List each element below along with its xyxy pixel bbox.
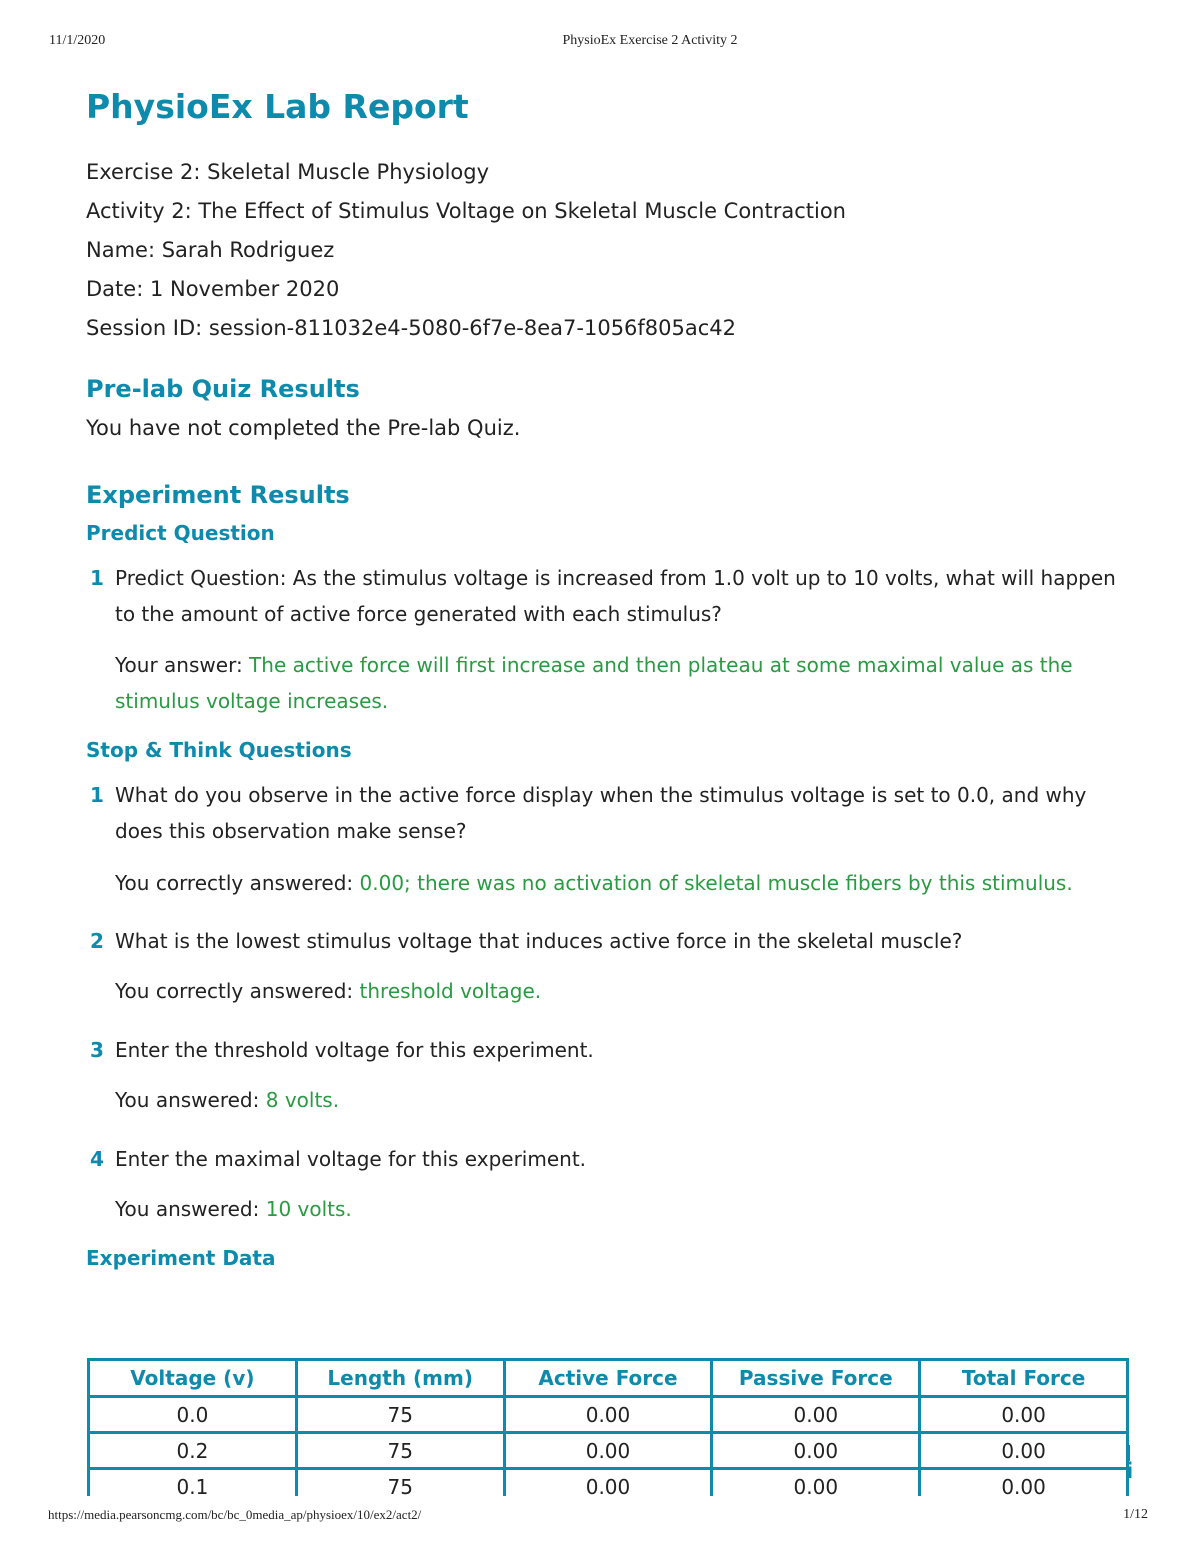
column-header: Voltage (v) (89, 1360, 297, 1397)
question-number: 4 (90, 1147, 104, 1171)
session-line: Session ID: session-811032e4-5080-6f7e-8ea7-1056f805ac42 (86, 316, 737, 340)
table-cell: 0.00 (920, 1433, 1128, 1469)
stop-think-answer (86, 1191, 1131, 1227)
question-text: Predict Question: As the stimulus voltage is increased from 1.0 volt up to 10 volts, what will happen to the amount of active force generated with each stimulus? (115, 566, 1116, 626)
table-cell: 0.00 (920, 1397, 1128, 1433)
table-cell: 0.00 (712, 1397, 920, 1433)
table-clip (0, 1356, 1200, 1496)
print-page-number: 1/12 (1123, 1507, 1148, 1522)
answer-value: The active force will first increase and then plateau at some maximal value as the stimulus voltage increases. (115, 653, 1073, 713)
table-cell: 75 (296, 1433, 504, 1469)
activity-line: Activity 2: The Effect of Stimulus Voltage on Skeletal Muscle Contraction (86, 199, 846, 223)
column-header: Length (mm) (296, 1360, 504, 1397)
question-text: Enter the maximal voltage for this experiment. (115, 1147, 587, 1171)
info-marker[interactable] (1125, 1445, 1139, 1495)
table-cell: 0.00 (712, 1433, 920, 1469)
stop-think-question (86, 923, 1131, 959)
predict-heading: Predict Question (86, 521, 275, 545)
name-line: Name: Sarah Rodriguez (86, 238, 335, 262)
table-cell: 75 (296, 1469, 504, 1497)
answer-value: threshold voltage. (359, 979, 542, 1003)
experiment-data-table (87, 1358, 1129, 1496)
stop-think-answer (86, 1082, 1131, 1118)
question-text: What do you observe in the active force display when the stimulus voltage is set to 0.0, and why does this observation make sense? (115, 783, 1087, 843)
column-header: Total Force (920, 1360, 1128, 1397)
column-header: Active Force (504, 1360, 712, 1397)
table-cell: 0.00 (504, 1433, 712, 1469)
table-header-row (89, 1360, 1128, 1397)
report-content (86, 82, 1131, 1273)
print-date: 11/1/2020 (49, 33, 106, 48)
prelab-text: You have not completed the Pre-lab Quiz. (86, 416, 521, 440)
answer-label: You correctly answered: (115, 979, 360, 1003)
question-text: Enter the threshold voltage for this experiment. (115, 1038, 594, 1062)
question-text: What is the lowest stimulus voltage that induces active force in the skeletal muscle? (115, 929, 963, 953)
date-line: Date: 1 November 2020 (86, 277, 340, 301)
stop-think-question (86, 1032, 1131, 1068)
experiment-data-heading: Experiment Data (86, 1246, 276, 1270)
predict-question (86, 560, 1131, 632)
answer-label: Your answer: (115, 653, 250, 677)
print-doc-title: PhysioEx Exercise 2 Activity 2 (562, 33, 738, 48)
question-number: 2 (90, 929, 104, 953)
column-header: Passive Force (712, 1360, 920, 1397)
stop-think-answer (86, 973, 1131, 1009)
question-number: 1 (90, 783, 104, 807)
table-row (89, 1397, 1128, 1433)
report-meta (86, 153, 1131, 348)
answer-value: 10 volts. (265, 1197, 352, 1221)
stop-think-answer (86, 865, 1131, 901)
experiment-heading: Experiment Results (86, 481, 350, 509)
stop-think-question (86, 1141, 1131, 1177)
print-url[interactable]: https://media.pearsoncmg.com/bc/bc_0media_ap/physioex/10/ex2/act2/ (48, 1507, 422, 1522)
table-row (89, 1433, 1128, 1469)
table-cell: 0.00 (712, 1469, 920, 1497)
stop-think-question (86, 777, 1131, 849)
page-title: PhysioEx Lab Report (86, 87, 469, 126)
answer-label: You answered: (115, 1197, 266, 1221)
question-number: 3 (90, 1038, 104, 1062)
table-cell: 0.2 (89, 1433, 297, 1469)
table-cell: 0.1 (89, 1469, 297, 1497)
exercise-line: Exercise 2: Skeletal Muscle Physiology (86, 160, 490, 184)
predict-answer (86, 647, 1131, 719)
answer-value: 0.00; there was no activation of skeletal muscle fibers by this stimulus. (359, 871, 1073, 895)
table-row (89, 1469, 1128, 1497)
prelab-heading: Pre-lab Quiz Results (86, 375, 360, 403)
table-cell: 0.0 (89, 1397, 297, 1433)
answer-value: 8 volts. (265, 1088, 340, 1112)
info-glyph: i (1126, 1459, 1134, 1483)
answer-label: You correctly answered: (115, 871, 360, 895)
table-cell: 0.00 (504, 1397, 712, 1433)
stop-think-heading: Stop & Think Questions (86, 738, 352, 762)
table-cell: 0.00 (920, 1469, 1128, 1497)
answer-label: You answered: (115, 1088, 266, 1112)
question-number: 1 (90, 566, 104, 590)
table-cell: 75 (296, 1397, 504, 1433)
table-cell: 0.00 (504, 1469, 712, 1497)
